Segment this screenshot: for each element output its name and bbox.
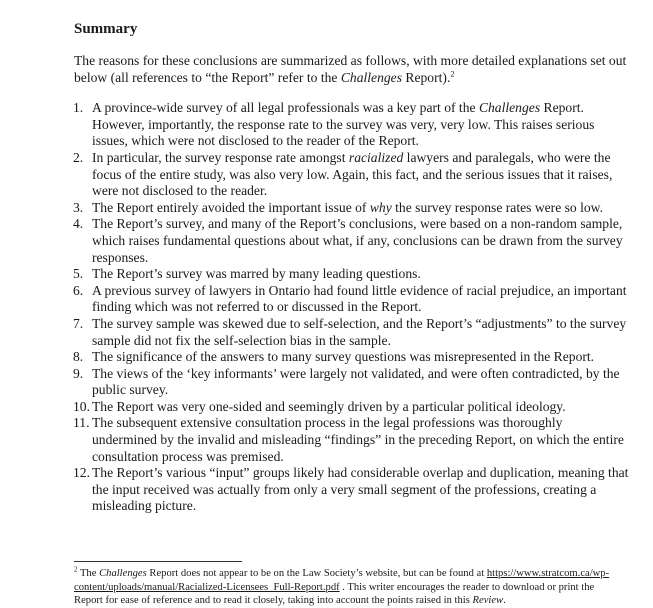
summary-list-item <box>74 349 629 366</box>
summary-list-item <box>74 100 629 150</box>
intro-text-after: Report). <box>402 69 451 85</box>
list-item-number: 12. <box>73 465 90 481</box>
summary-list-item <box>74 216 629 266</box>
list-item-number: 5. <box>73 266 84 282</box>
list-item-text: The subsequent extensive consultation process in the legal professions was thoroughly undermined by the invalid and misleading “findings” in the preceding Report, on which the entire consultation process was premised. <box>92 415 624 464</box>
list-item-text: The significance of the answers to many survey questions was misrepresented in the Report. <box>92 349 595 365</box>
list-item-number: 11. <box>73 415 90 431</box>
footnote <box>74 567 629 608</box>
list-item-number: 7. <box>73 315 84 331</box>
summary-list-item <box>74 465 629 515</box>
summary-list-item <box>74 266 629 283</box>
list-item-number: 6. <box>73 282 84 298</box>
list-item-text: The Report was very one-sided and seemingly driven by a particular political ideology. <box>92 398 566 414</box>
summary-list-item <box>74 200 629 217</box>
list-item-number: 4. <box>73 216 84 232</box>
summary-list-item <box>74 316 629 349</box>
list-item-number: 9. <box>73 365 84 381</box>
list-item-text: The Report’s various “input” groups likely had considerable overlap and duplication, meaning that the input received was actually from only a very small segment of the professions, creating a misleading picture. <box>92 465 629 514</box>
list-item-number: 1. <box>73 100 84 116</box>
intro-italic-title: Challenges <box>340 69 403 85</box>
summary-list-item <box>74 366 629 399</box>
summary-list-item <box>74 283 629 316</box>
footnote-text-2: . This writer encourages the reader to download or print the Report for ease of reference and to read it closely, taking into account the points raised in this <box>74 581 595 607</box>
footnote-divider <box>74 561 242 562</box>
summary-list-item <box>74 150 629 200</box>
list-item-number: 2. <box>73 149 84 165</box>
intro-paragraph <box>74 53 629 86</box>
list-item-text: The Report’s survey, and many of the Report’s conclusions, were based on a non-random sample, which raises fundamental questions about what, if any, conclusions can be drawn from the survey responses. <box>92 216 623 265</box>
list-item-number: 3. <box>73 199 84 215</box>
footnote-mark: 2 <box>74 565 78 574</box>
section-heading: Summary <box>74 21 138 37</box>
footnote-text-1: Report does not appear to be on the Law Society’s website, but can be found at <box>146 568 487 580</box>
list-item-text-after: Report. However, importantly, the response rate to the survey was very, very low. This raises serious issues, which were not disclosed to the reader of the Report. <box>92 100 595 149</box>
list-item-text: A province-wide survey of all legal professionals was a key part of the <box>92 100 479 116</box>
footnote-prefix: The <box>77 568 100 580</box>
summary-list-item <box>74 415 629 465</box>
report-url-link[interactable]: https://www.stratcom.ca/wp-content/uploads/manual/Racialized-Licensees_Full-Report.pdf <box>74 568 610 593</box>
list-item-number: 8. <box>73 349 84 365</box>
footnote-italic-title: Challenges <box>99 568 147 580</box>
intro-text-before: The reasons for these conclusions are summarized as follows, with more detailed explanations set out below (all references to “the Report” refer to the <box>74 53 627 85</box>
list-item-text: The Report entirely avoided the important issue of <box>92 199 370 215</box>
list-item-text: The views of the ‘key informants’ were largely not validated, and were often contradicted, by the public survey. <box>92 365 620 398</box>
footnote-text-3: . <box>503 595 506 607</box>
list-item-text: A previous survey of lawyers in Ontario had found little evidence of racial prejudice, an important finding which was not referred to or discussed in the Report. <box>92 282 627 315</box>
list-item-text-after: lawyers and paralegals, who were the focus of the entire study, was also very low. Again, this fact, and the serious issues that it raises, were not disclosed to the reader. <box>92 149 613 199</box>
list-item-italic: why <box>369 199 392 215</box>
list-item-text: The survey sample was skewed due to self-selection, and the Report’s “adjustments” to the survey sample did not fix the self-selection bias in the sample. <box>92 315 627 348</box>
list-item-text: The Report’s survey was marred by many leading questions. <box>92 266 421 282</box>
list-item-text: In particular, the survey response rate amongst <box>92 149 349 165</box>
summary-list <box>74 100 629 515</box>
summary-list-item <box>74 399 629 416</box>
footnote-italic-review: Review <box>472 595 504 607</box>
list-item-text-after: the survey response rates were so low. <box>391 199 604 215</box>
list-item-number: 10. <box>73 398 90 414</box>
footnote-reference[interactable]: 2 <box>450 68 455 79</box>
list-item-italic: racialized <box>348 149 404 165</box>
list-item-italic: Challenges <box>478 100 541 116</box>
